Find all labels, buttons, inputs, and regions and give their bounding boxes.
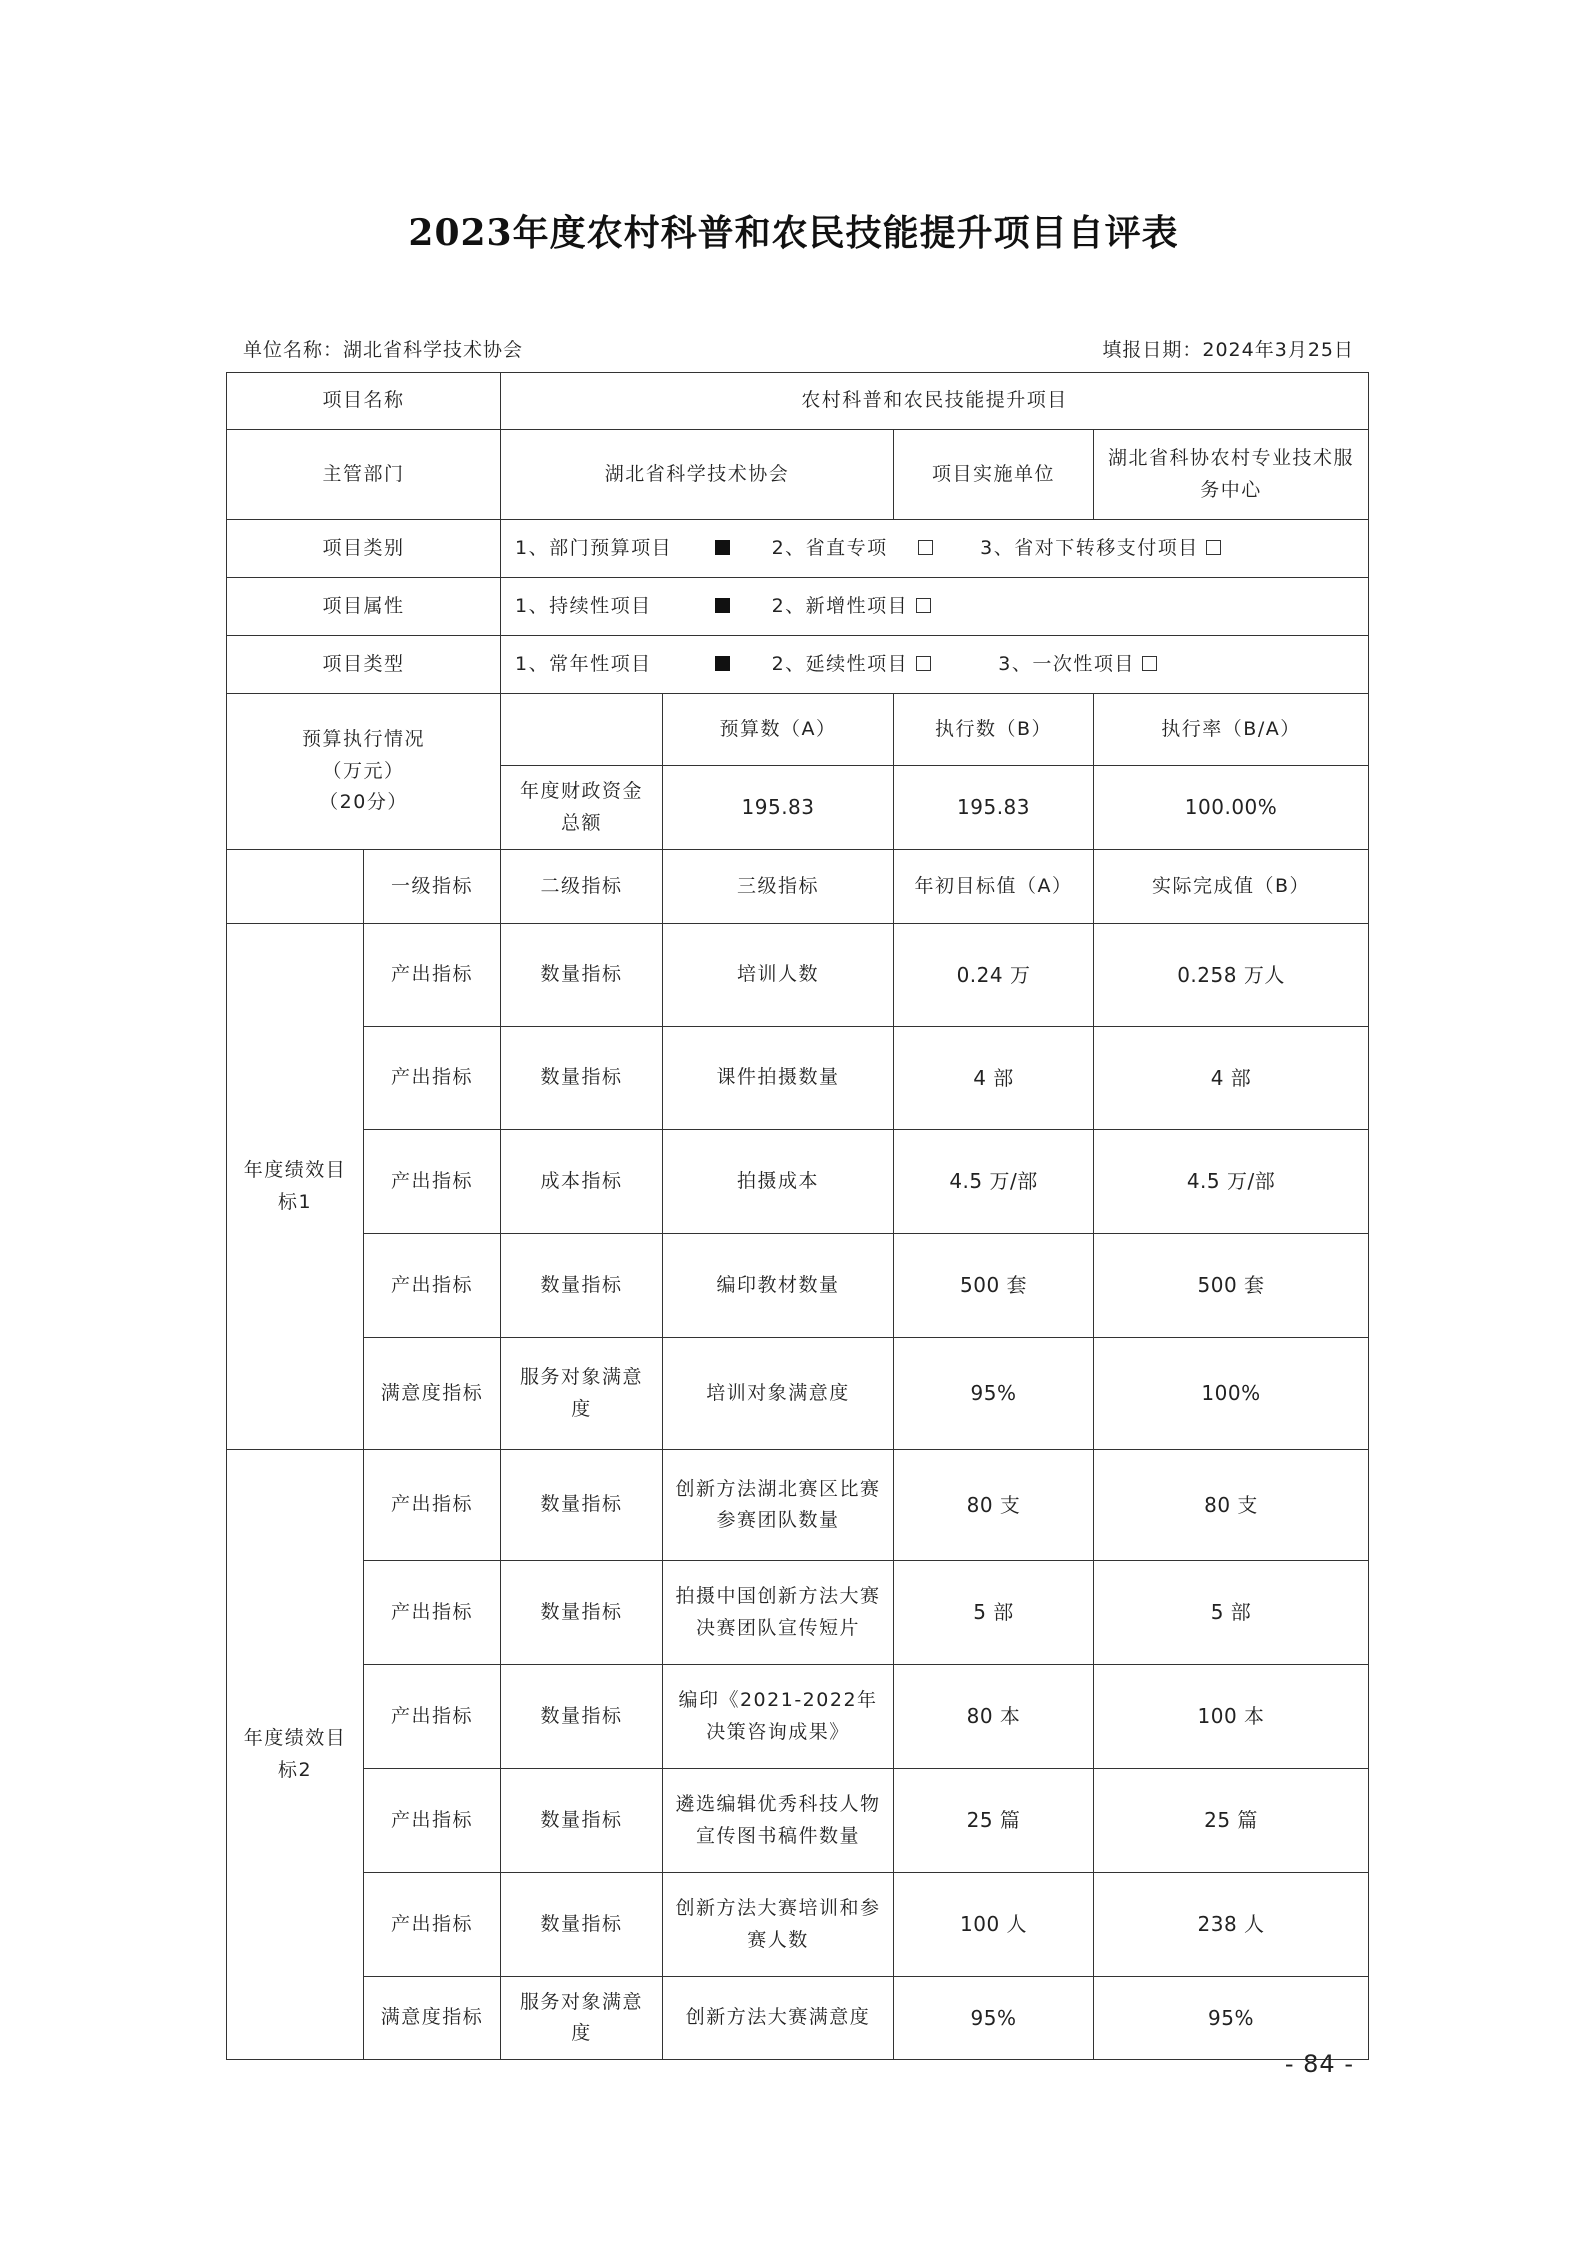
level3-cell: 遴选编辑优秀科技人物宣传图书稿件数量 xyxy=(663,1769,894,1873)
table-row xyxy=(227,1234,1369,1338)
table-row xyxy=(227,1561,1369,1665)
dept-value: 湖北省科学技术协会 xyxy=(501,430,894,520)
empty-box-icon xyxy=(918,540,933,555)
actual-cell: 25 篇 xyxy=(1094,1769,1369,1873)
type-options xyxy=(501,636,1369,694)
actual-cell: 0.258 万人 xyxy=(1094,924,1369,1027)
page-title: 2023年度农村科普和农民技能提升项目自评表 xyxy=(408,212,1179,254)
actual-cell: 95% xyxy=(1094,1977,1369,2060)
category-label: 项目类别 xyxy=(227,520,501,578)
level3-cell: 创新方法大赛满意度 xyxy=(663,1977,894,2060)
level3-cell: 编印教材数量 xyxy=(663,1234,894,1338)
table-row xyxy=(227,1769,1369,1873)
empty-box-icon xyxy=(1206,540,1221,555)
project-name-label: 项目名称 xyxy=(227,373,501,430)
header-level2: 二级指标 xyxy=(501,850,663,924)
checked-box-icon xyxy=(715,598,730,613)
level3-cell: 拍摄成本 xyxy=(663,1130,894,1234)
evaluation-table xyxy=(226,372,1369,2060)
level2-cell: 数量指标 xyxy=(501,1665,663,1769)
table-row xyxy=(227,1977,1369,2060)
level1-cell: 产出指标 xyxy=(364,1873,501,1977)
level1-cell: 满意度指标 xyxy=(364,1977,501,2060)
budget-col-b: 执行数（B） xyxy=(894,694,1094,766)
level2-cell: 数量指标 xyxy=(501,1769,663,1873)
level1-cell: 产出指标 xyxy=(364,924,501,1027)
target-cell: 500 套 xyxy=(894,1234,1094,1338)
level3-cell: 创新方法大赛培训和参赛人数 xyxy=(663,1873,894,1977)
actual-cell: 100 本 xyxy=(1094,1665,1369,1769)
type-option-2: 2、延续性项目 xyxy=(771,652,909,675)
budget-row-label: 年度财政资金总额 xyxy=(501,766,663,850)
level2-cell: 数量指标 xyxy=(501,1561,663,1665)
level2-cell: 数量指标 xyxy=(501,1027,663,1130)
category-option-1: 1、部门预算项目 xyxy=(515,536,673,559)
category-row xyxy=(227,520,1369,578)
type-row xyxy=(227,636,1369,694)
budget-b-value: 195.83 xyxy=(894,766,1094,850)
table-row xyxy=(227,1130,1369,1234)
attribute-option-1: 1、持续性项目 xyxy=(515,594,652,617)
level3-cell: 课件拍摄数量 xyxy=(663,1027,894,1130)
level1-cell: 满意度指标 xyxy=(364,1338,501,1450)
budget-label: 预算执行情况 （万元） （20分） xyxy=(227,694,501,850)
level1-cell: 产出指标 xyxy=(364,1450,501,1561)
indicator-header-blank xyxy=(227,850,364,924)
type-option-3: 3、一次性项目 xyxy=(998,652,1135,675)
budget-rate-value: 100.00% xyxy=(1094,766,1369,850)
attribute-option-2: 2、新增性项目 xyxy=(771,594,909,617)
indicator-header-row xyxy=(227,850,1369,924)
target-cell: 25 篇 xyxy=(894,1769,1094,1873)
level3-cell: 拍摄中国创新方法大赛决赛团队宣传短片 xyxy=(663,1561,894,1665)
target-cell: 95% xyxy=(894,1977,1094,2060)
empty-box-icon xyxy=(1142,656,1157,671)
level2-cell: 数量指标 xyxy=(501,1234,663,1338)
project-name-row xyxy=(227,373,1369,430)
header-target: 年初目标值（A） xyxy=(894,850,1094,924)
attribute-row xyxy=(227,578,1369,636)
table-row xyxy=(227,1665,1369,1769)
budget-col-a: 预算数（A） xyxy=(663,694,894,766)
level2-cell: 服务对象满意度 xyxy=(501,1977,663,2060)
level1-cell: 产出指标 xyxy=(364,1234,501,1338)
project-name-value: 农村科普和农民技能提升项目 xyxy=(501,373,1369,430)
level1-cell: 产出指标 xyxy=(364,1665,501,1769)
table-row xyxy=(227,1450,1369,1561)
goal2-label: 年度绩效目标2 xyxy=(227,1450,364,2060)
table-row xyxy=(227,1338,1369,1450)
level2-cell: 数量指标 xyxy=(501,1873,663,1977)
department-row xyxy=(227,430,1369,520)
level1-cell: 产出指标 xyxy=(364,1130,501,1234)
level1-cell: 产出指标 xyxy=(364,1769,501,1873)
unit-name: 单位名称：湖北省科学技术协会 xyxy=(243,339,524,361)
dept-label: 主管部门 xyxy=(227,430,501,520)
level1-cell: 产出指标 xyxy=(364,1561,501,1665)
level3-cell: 编印《2021-2022年决策咨询成果》 xyxy=(663,1665,894,1769)
budget-header-row xyxy=(227,694,1369,766)
level3-cell: 培训对象满意度 xyxy=(663,1338,894,1450)
empty-box-icon xyxy=(916,598,931,613)
target-cell: 4 部 xyxy=(894,1027,1094,1130)
type-label: 项目类型 xyxy=(227,636,501,694)
checked-box-icon xyxy=(715,540,730,555)
attribute-label: 项目属性 xyxy=(227,578,501,636)
actual-cell: 500 套 xyxy=(1094,1234,1369,1338)
header-level1: 一级指标 xyxy=(364,850,501,924)
actual-cell: 4 部 xyxy=(1094,1027,1369,1130)
actual-cell: 5 部 xyxy=(1094,1561,1369,1665)
level2-cell: 数量指标 xyxy=(501,924,663,1027)
impl-unit-label: 项目实施单位 xyxy=(894,430,1094,520)
goal1-label: 年度绩效目标1 xyxy=(227,924,364,1450)
table-row xyxy=(227,1027,1369,1130)
level2-cell: 服务对象满意度 xyxy=(501,1338,663,1450)
actual-cell: 100% xyxy=(1094,1338,1369,1450)
target-cell: 95% xyxy=(894,1338,1094,1450)
actual-cell: 238 人 xyxy=(1094,1873,1369,1977)
level3-cell: 创新方法湖北赛区比赛参赛团队数量 xyxy=(663,1450,894,1561)
target-cell: 100 人 xyxy=(894,1873,1094,1977)
table-row xyxy=(227,1873,1369,1977)
empty-box-icon xyxy=(916,656,931,671)
report-date: 填报日期：2024年3月25日 xyxy=(1102,339,1354,361)
category-options xyxy=(501,520,1369,578)
level1-cell: 产出指标 xyxy=(364,1027,501,1130)
level2-cell: 数量指标 xyxy=(501,1450,663,1561)
attribute-options xyxy=(501,578,1369,636)
level3-cell: 培训人数 xyxy=(663,924,894,1027)
target-cell: 80 支 xyxy=(894,1450,1094,1561)
budget-a-value: 195.83 xyxy=(663,766,894,850)
page-number: - 84 - xyxy=(1284,2050,1354,2078)
category-option-3: 3、省对下转移支付项目 xyxy=(980,536,1199,559)
level2-cell: 成本指标 xyxy=(501,1130,663,1234)
checked-box-icon xyxy=(715,656,730,671)
target-cell: 0.24 万 xyxy=(894,924,1094,1027)
budget-blank-cell xyxy=(501,694,663,766)
category-option-2: 2、省直专项 xyxy=(771,536,888,559)
target-cell: 4.5 万/部 xyxy=(894,1130,1094,1234)
header-level3: 三级指标 xyxy=(663,850,894,924)
table-row xyxy=(227,924,1369,1027)
target-cell: 5 部 xyxy=(894,1561,1094,1665)
impl-unit-value: 湖北省科协农村专业技术服务中心 xyxy=(1094,430,1369,520)
header-actual: 实际完成值（B） xyxy=(1094,850,1369,924)
actual-cell: 80 支 xyxy=(1094,1450,1369,1561)
type-option-1: 1、常年性项目 xyxy=(515,652,652,675)
actual-cell: 4.5 万/部 xyxy=(1094,1130,1369,1234)
budget-col-rate: 执行率（B/A） xyxy=(1094,694,1369,766)
target-cell: 80 本 xyxy=(894,1665,1094,1769)
